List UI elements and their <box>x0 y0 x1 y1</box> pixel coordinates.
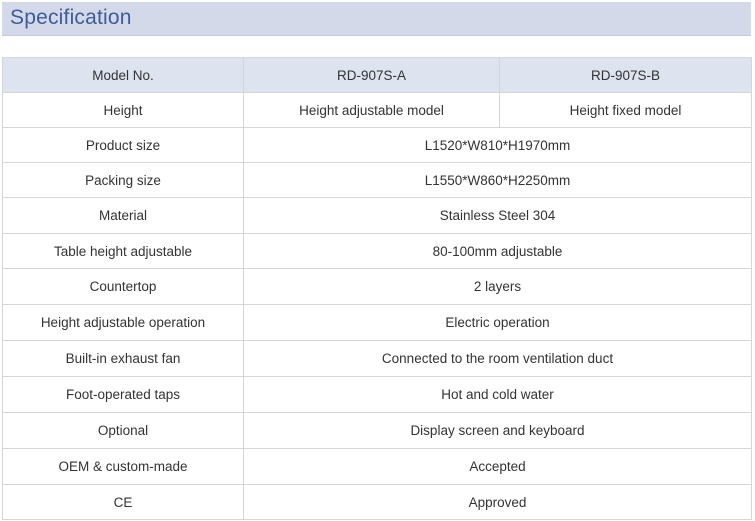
row-label: Table height adjustable <box>3 234 244 269</box>
row-value: 2 layers <box>244 269 752 305</box>
row-label: Built-in exhaust fan <box>3 341 244 377</box>
table-row <box>3 163 752 198</box>
table-row <box>3 198 752 234</box>
row-value: Hot and cold water <box>244 377 752 413</box>
row-value: Approved <box>244 485 752 520</box>
row-label: Packing size <box>3 163 244 198</box>
section-title-bar <box>2 2 751 36</box>
row-value-b: Height fixed model <box>500 93 752 128</box>
row-value: L1520*W810*H1970mm <box>244 128 752 163</box>
table-row <box>3 413 752 449</box>
table-row <box>3 449 752 485</box>
row-label: CE <box>3 485 244 520</box>
table-row <box>3 341 752 377</box>
row-label: OEM & custom-made <box>3 449 244 485</box>
row-label: Height <box>3 93 244 128</box>
header-model-a: RD-907S-A <box>244 58 500 93</box>
row-label: Product size <box>3 128 244 163</box>
row-label: Countertop <box>3 269 244 305</box>
table-row <box>3 377 752 413</box>
table-row <box>3 93 752 128</box>
table-row <box>3 269 752 305</box>
header-model-b: RD-907S-B <box>500 58 752 93</box>
row-value: Connected to the room ventilation duct <box>244 341 752 377</box>
header-model-no: Model No. <box>3 58 244 93</box>
table-row <box>3 128 752 163</box>
row-value-a: Height adjustable model <box>244 93 500 128</box>
row-value: Display screen and keyboard <box>244 413 752 449</box>
row-value: Electric operation <box>244 305 752 341</box>
table-row <box>3 305 752 341</box>
table-header-row <box>3 58 752 93</box>
row-value: L1550*W860*H2250mm <box>244 163 752 198</box>
section-title: Specification <box>10 6 132 29</box>
row-value: Accepted <box>244 449 752 485</box>
row-label: Foot-operated taps <box>3 377 244 413</box>
table-row <box>3 485 752 520</box>
row-value: 80-100mm adjustable <box>244 234 752 269</box>
specification-table <box>2 57 752 520</box>
row-label: Height adjustable operation <box>3 305 244 341</box>
row-value: Stainless Steel 304 <box>244 198 752 234</box>
row-label: Material <box>3 198 244 234</box>
table-row <box>3 234 752 269</box>
row-label: Optional <box>3 413 244 449</box>
